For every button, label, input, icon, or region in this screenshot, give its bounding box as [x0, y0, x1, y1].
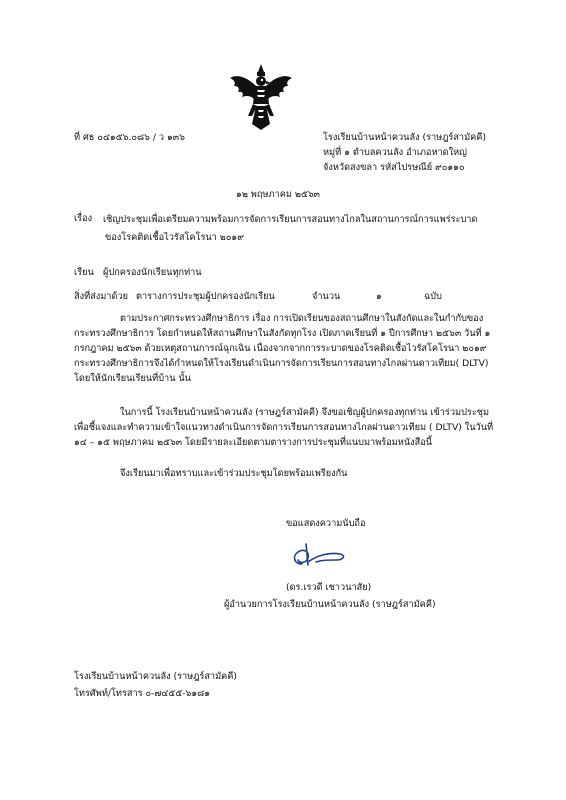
address-line: หมู่ที่ ๑ ตำบลควนลัง อำเภอหาดใหญ่: [323, 147, 467, 158]
address-line: โรงเรียนบ้านหน้าควนลัง (ราษฎร์สามัคคี): [323, 132, 487, 143]
subject-label: เรื่อง: [74, 213, 93, 224]
enclosure-amount: ๑: [376, 291, 382, 302]
paragraph-line: กรกฎาคม ๒๕๖๓ ด้วยเหตุสถานการณ์ฉุกเฉิน เนื่องจากจากการระบาดของโรคติดเชื้อไวรัสโคโรนา ๒๐๑๙: [74, 343, 487, 354]
paragraph-line: โดยให้นักเรียนเรียนที่บ้าน นั้น: [74, 373, 191, 384]
paragraph-line: ในการนี้ โรงเรียนบ้านหน้าควนลัง (ราษฎร์สามัคคี) จึงขอเชิญผู้ปกครองทุกท่าน เข้าร่วมประชุม: [120, 407, 490, 418]
garuda-emblem-icon: [228, 62, 294, 132]
enclosure-amount-label: จำนวน: [312, 291, 341, 302]
paragraph-line: กระทรวงศึกษาธิการ โดยกำหนดให้สถานศึกษาในสังกัดทุกโรง เปิดภาคเรียนที่ ๑ ปีการศึกษา ๒๕๖๓ วันที่ ๑: [74, 328, 491, 339]
enclosure-text: ตารางการประชุมผู้ปกครองนักเรียน: [136, 291, 275, 302]
enclosure-unit: ฉบับ: [424, 291, 442, 302]
subject-line: เชิญประชุมเพื่อเตรียมความพร้อมการจัดการเรียนการสอนทางไกลในสถานการณ์การแพร่ระบาด: [103, 214, 478, 225]
subject-line: ของโรคติดเชื้อไวรัสโคโรนา ๒๐๑๙: [105, 232, 244, 243]
footer-phone: โทรศัพท์/โทรสาร ๐-๗๔๕๕-๖๑๘๑: [74, 688, 211, 699]
closing-salutation: ขอแสดงความนับถือ: [286, 518, 366, 529]
recipient-text: ผู้ปกครองนักเรียนทุกท่าน: [103, 267, 202, 278]
body-paragraph-3: จึงเรียนมาเพื่อทราบและเข้าร่วมประชุมโดยพร้อมเพรียงกัน: [120, 468, 348, 479]
signature-image: [288, 538, 350, 570]
reference-number: ที่ ศธ ๐๔๑๕๖.๐๘๖ / ว ๑๓๖: [74, 132, 185, 143]
paragraph-line: กระทรวงศึกษาธิการจึงได้กำหนดให้โรงเรียนดำเนินการจัดการเรียนการสอนทางไกลผ่านดาวเทียม( DLTV): [74, 358, 489, 369]
signer-name: (ดร.เรวดี เชาวนาสัย): [286, 582, 372, 593]
body-paragraph-1: [74, 311, 490, 386]
signer-title: ผู้อำนวยการโรงเรียนบ้านหน้าควนลัง (ราษฎร์สามัคคี): [224, 599, 436, 610]
footer-contact: [74, 668, 237, 702]
footer-school: โรงเรียนบ้านหน้าควนลัง (ราษฎร์สามัคคี): [74, 671, 238, 682]
recipient-label: เรียน: [74, 267, 94, 278]
paragraph-line: ตามประกาศกระทรวงศึกษาธิการ เรื่อง การเปิดเรียนของสถานศึกษาในสังกัดและในกำกับของ: [120, 313, 484, 324]
address-line: จังหวัดสงขลา รหัสไปรษณีย์ ๙๐๑๑๐: [323, 162, 465, 173]
body-paragraph-2: [74, 405, 493, 450]
enclosure-label: สิ่งที่ส่งมาด้วย: [74, 291, 128, 302]
subject-text: [103, 211, 477, 247]
letter-date: ๑๒ พฤษภาคม ๒๕๖๓: [236, 189, 320, 200]
school-address: [323, 130, 486, 175]
paragraph-line: ๑๔ – ๑๕ พฤษภาคม ๒๕๖๓ โดยมีรายละเอียดตามตารางการประชุมที่แนบมาพร้อมหนังสือนี้: [74, 437, 433, 448]
paragraph-line: เพื่อชี้แจงและทำความเข้าใจแนวทางดำเนินการจัดการเรียนการสอนทางไกลผ่านดาวเทียม ( DLTV) ในวันที่: [74, 422, 494, 433]
